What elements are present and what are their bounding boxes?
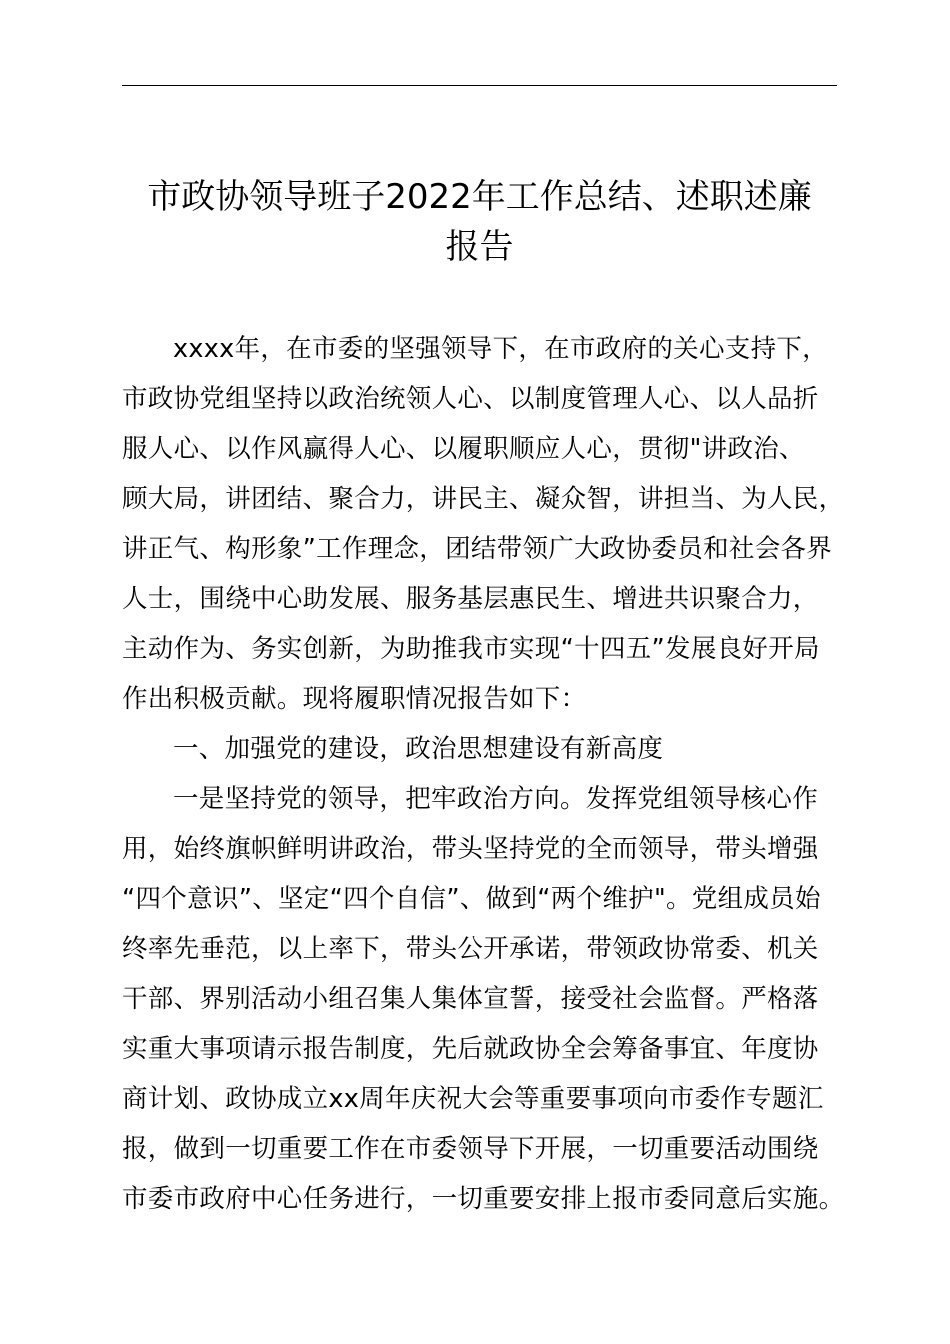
text-line: 服人心、以作风赢得人心、以履职顺应人心，贯彻"讲政治、 [122, 434, 805, 464]
text-line: 干部、界别活动小组召集人集体宣誓，接受社会监督。严格落 [122, 984, 819, 1014]
section-heading [122, 724, 837, 774]
text-line: 实重大事项请示报告制度，先后就政协全会筹备事宜、年度协 [122, 1034, 819, 1064]
text-line: 作出积极贡献。现将履职情况报告如下： [122, 684, 587, 714]
text-line: 市委市政府中心任务进行，一切重要安排上报市委同意后实施。 [122, 1184, 845, 1214]
title-line: 市政协领导班子2022年工作总结、述职述廉 [147, 177, 812, 217]
paragraph-leadership [122, 774, 845, 1224]
text-line: 顾大局，讲团结、聚合力，讲民主、凝众智，讲担当、为人民， [122, 484, 845, 514]
text-line: 用，始终旗帜鲜明讲政治，带头坚持党的全而领导，带头增强 [122, 834, 819, 864]
header-rule [122, 85, 837, 86]
document-title [122, 172, 837, 272]
text-line: 主动作为、务实创新，为助推我市实现“十四五”发展良好开局 [122, 634, 820, 664]
text-line: 一是坚持党的领导，把牢政治方向。发挥党组领导核心作 [173, 784, 819, 814]
text-line: 人士，围绕中心助发展、服务基层惠民生、增进共识聚合力， [122, 584, 819, 614]
text-line: 报，做到一切重要工作在市委领导下开展，一切重要活动围绕 [122, 1134, 819, 1164]
text-line: 商计划、政协成立xx周年庆祝大会等重要事项向市委作专题汇 [122, 1084, 824, 1114]
text-line: “四个意识”、坚定“四个自信”、做到“两个维护"。党组成员始 [122, 884, 821, 914]
text-line: xxxx年，在市委的坚强领导下，在市政府的关心支持下， [173, 334, 828, 364]
text-line: 讲正气、构形象”工作理念，团结带领广大政协委员和社会各界 [122, 534, 833, 564]
text-line: 终率先垂范，以上率下，带头公开承诺，带领政协常委、机关 [122, 934, 819, 964]
text-line: 市政协党组坚持以政治统领人心、以制度管理人心、以人品折 [122, 384, 819, 414]
text-line: 一、加强党的建设，政治思想建设有新高度 [173, 734, 664, 764]
document-body [122, 324, 845, 1224]
paragraph-intro [122, 324, 845, 724]
title-line: 报告 [445, 227, 514, 267]
